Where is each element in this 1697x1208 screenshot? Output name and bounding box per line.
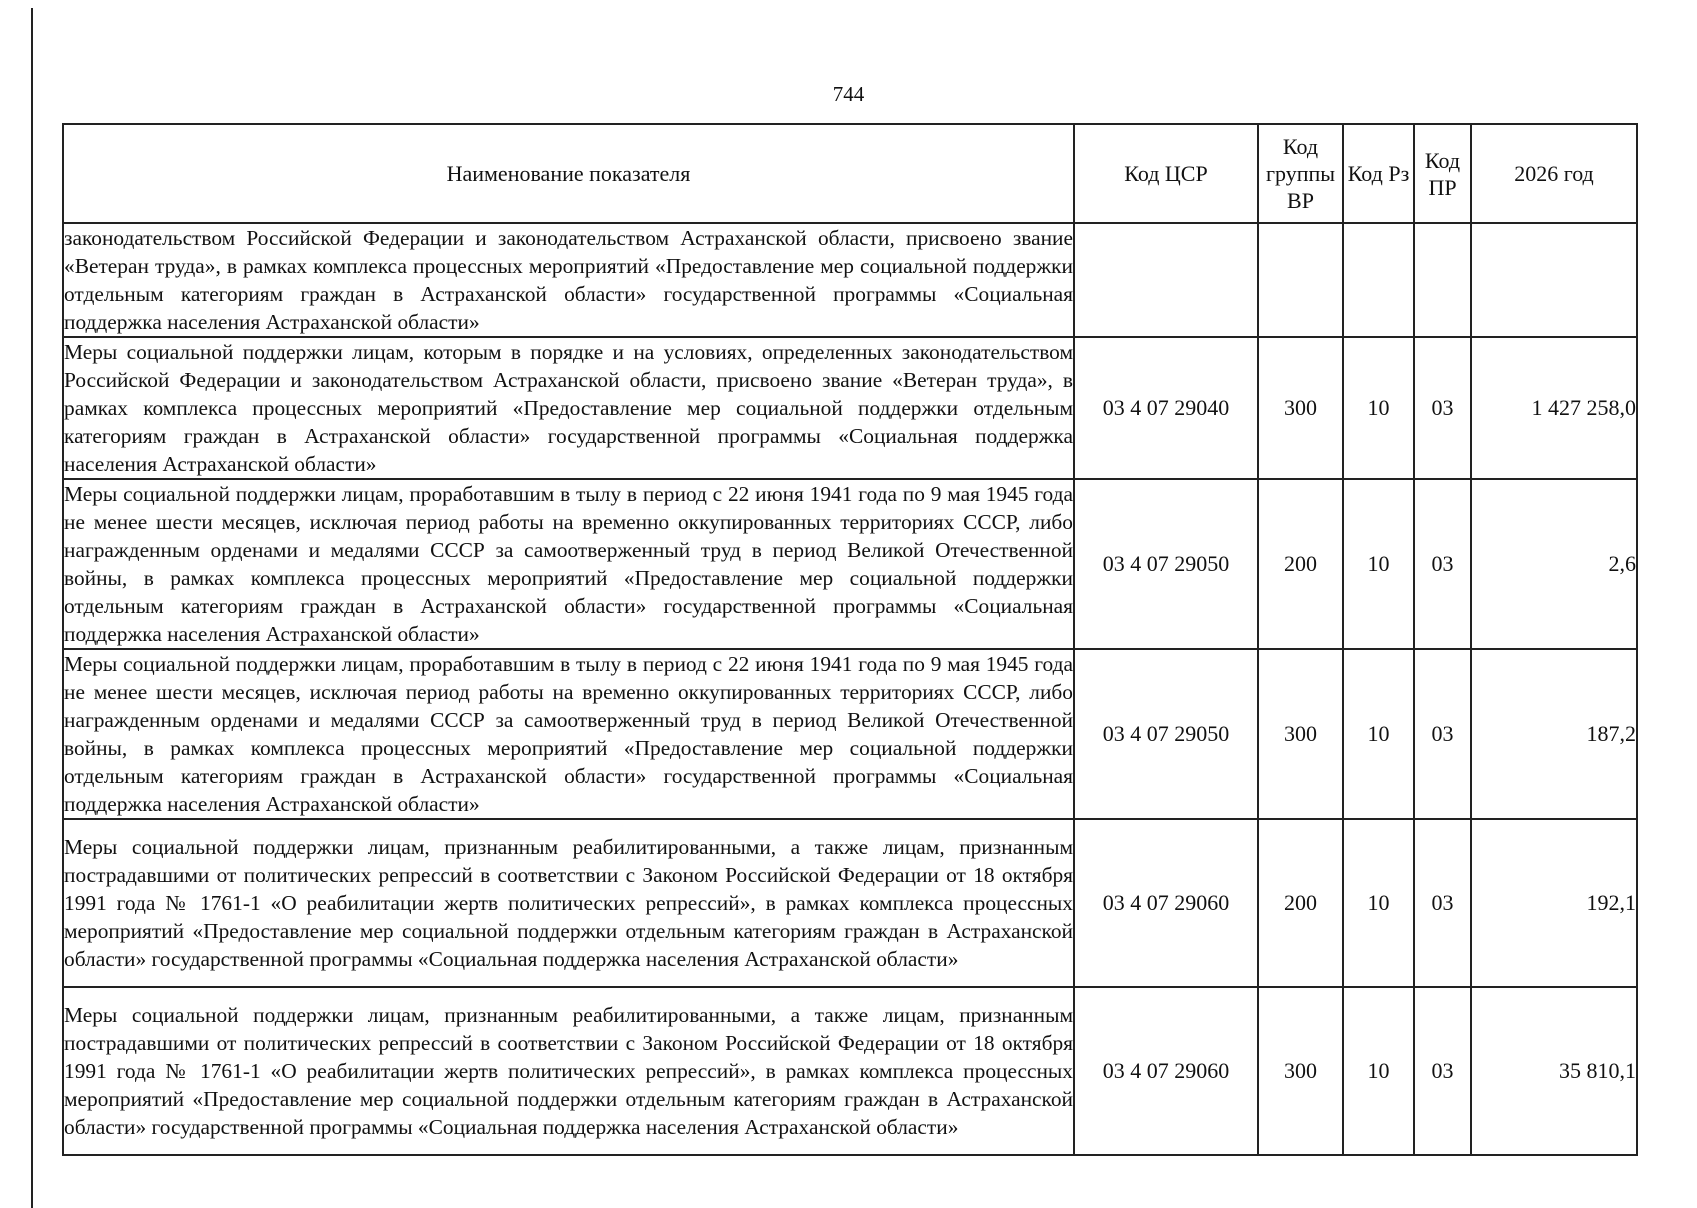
row-name: Меры социальной поддержки лицам, признанным реабилитированными, а также лицам, признанным пострадавшими от политических репрессий в соответствии с Законом Российской Федерации от 18 октября 1991 года № 1761-1 «О реабилитации жертв политических репрессий», в рамках комплекса процессных мероприятий «Предоставление мер социальной поддержки отдельным категориям граждан в Астраханской области» государственной программы «Социальная поддержка населения Астраханской области» <box>63 819 1074 987</box>
header-name: Наименование показателя <box>63 124 1074 223</box>
row-rz: 10 <box>1343 819 1414 987</box>
table-row <box>63 649 1637 819</box>
row-amount: 1 427 258,0 <box>1471 337 1637 479</box>
row-vr: 300 <box>1258 337 1343 479</box>
header-pr: Код ПР <box>1414 124 1471 223</box>
row-pr: 03 <box>1414 819 1471 987</box>
row-pr: 03 <box>1414 649 1471 819</box>
header-rz: Код Рз <box>1343 124 1414 223</box>
row-csr <box>1074 223 1258 337</box>
row-pr: 03 <box>1414 987 1471 1155</box>
table-row <box>63 223 1637 337</box>
row-rz: 10 <box>1343 649 1414 819</box>
row-vr: 300 <box>1258 649 1343 819</box>
row-csr: 03 4 07 29060 <box>1074 987 1258 1155</box>
row-name: Меры социальной поддержки лицам, проработавшим в тылу в период с 22 июня 1941 года по 9 мая 1945 года не менее шести месяцев, исключая период работы на временно оккупированных территориях СССР, либо награжденным орденами и медалями СССР за самоотверженный труд в период Великой Отечественной войны, в рамках комплекса процессных мероприятий «Предоставление мер социальной поддержки отдельным категориям граждан в Астраханской области» государственной программы «Социальная поддержка населения Астраханской области» <box>63 649 1074 819</box>
row-pr <box>1414 223 1471 337</box>
row-rz: 10 <box>1343 479 1414 649</box>
header-vr: Код группы ВР <box>1258 124 1343 223</box>
row-csr: 03 4 07 29050 <box>1074 479 1258 649</box>
row-name: Меры социальной поддержки лицам, признанным реабилитированными, а также лицам, признанным пострадавшими от политических репрессий в соответствии с Законом Российской Федерации от 18 октября 1991 года № 1761-1 «О реабилитации жертв политических репрессий», в рамках комплекса процессных мероприятий «Предоставление мер социальной поддержки отдельным категориям граждан в Астраханской области» государственной программы «Социальная поддержка населения Астраханской области» <box>63 987 1074 1155</box>
row-name: Меры социальной поддержки лицам, которым в порядке и на условиях, определенных законодательством Российской Федерации и законодательством Астраханской области, присвоено звание «Ветеран труда», в рамках комплекса процессных мероприятий «Предоставление мер социальной поддержки отдельным категориям граждан в Астраханской области» государственной программы «Социальная поддержка населения Астраханской области» <box>63 337 1074 479</box>
row-amount <box>1471 223 1637 337</box>
row-pr: 03 <box>1414 337 1471 479</box>
row-amount: 187,2 <box>1471 649 1637 819</box>
row-rz: 10 <box>1343 337 1414 479</box>
margin-rule <box>31 8 33 1208</box>
table-row <box>63 819 1637 987</box>
row-csr: 03 4 07 29060 <box>1074 819 1258 987</box>
row-vr: 300 <box>1258 987 1343 1155</box>
header-year: 2026 год <box>1471 124 1637 223</box>
row-vr: 200 <box>1258 479 1343 649</box>
header-row <box>63 124 1637 223</box>
row-name: Меры социальной поддержки лицам, проработавшим в тылу в период с 22 июня 1941 года по 9 мая 1945 года не менее шести месяцев, исключая период работы на временно оккупированных территориях СССР, либо награжденным орденами и медалями СССР за самоотверженный труд в период Великой Отечественной войны, в рамках комплекса процессных мероприятий «Предоставление мер социальной поддержки отдельным категориям граждан в Астраханской области» государственной программы «Социальная поддержка населения Астраханской области» <box>63 479 1074 649</box>
budget-table <box>62 123 1638 1156</box>
row-csr: 03 4 07 29050 <box>1074 649 1258 819</box>
row-csr: 03 4 07 29040 <box>1074 337 1258 479</box>
row-rz <box>1343 223 1414 337</box>
page-number: 744 <box>832 82 865 106</box>
row-pr: 03 <box>1414 479 1471 649</box>
table-row <box>63 987 1637 1155</box>
row-amount: 2,6 <box>1471 479 1637 649</box>
row-vr <box>1258 223 1343 337</box>
row-amount: 192,1 <box>1471 819 1637 987</box>
row-amount: 35 810,1 <box>1471 987 1637 1155</box>
table-row <box>63 479 1637 649</box>
row-vr: 200 <box>1258 819 1343 987</box>
row-rz: 10 <box>1343 987 1414 1155</box>
header-csr: Код ЦСР <box>1074 124 1258 223</box>
table-row <box>63 337 1637 479</box>
row-name: законодательством Российской Федерации и законодательством Астраханской области, присвоено звание «Ветеран труда», в рамках комплекса процессных мероприятий «Предоставление мер социальной поддержки отдельным категориям граждан в Астраханской области» государственной программы «Социальная поддержка населения Астраханской области» <box>63 223 1074 337</box>
